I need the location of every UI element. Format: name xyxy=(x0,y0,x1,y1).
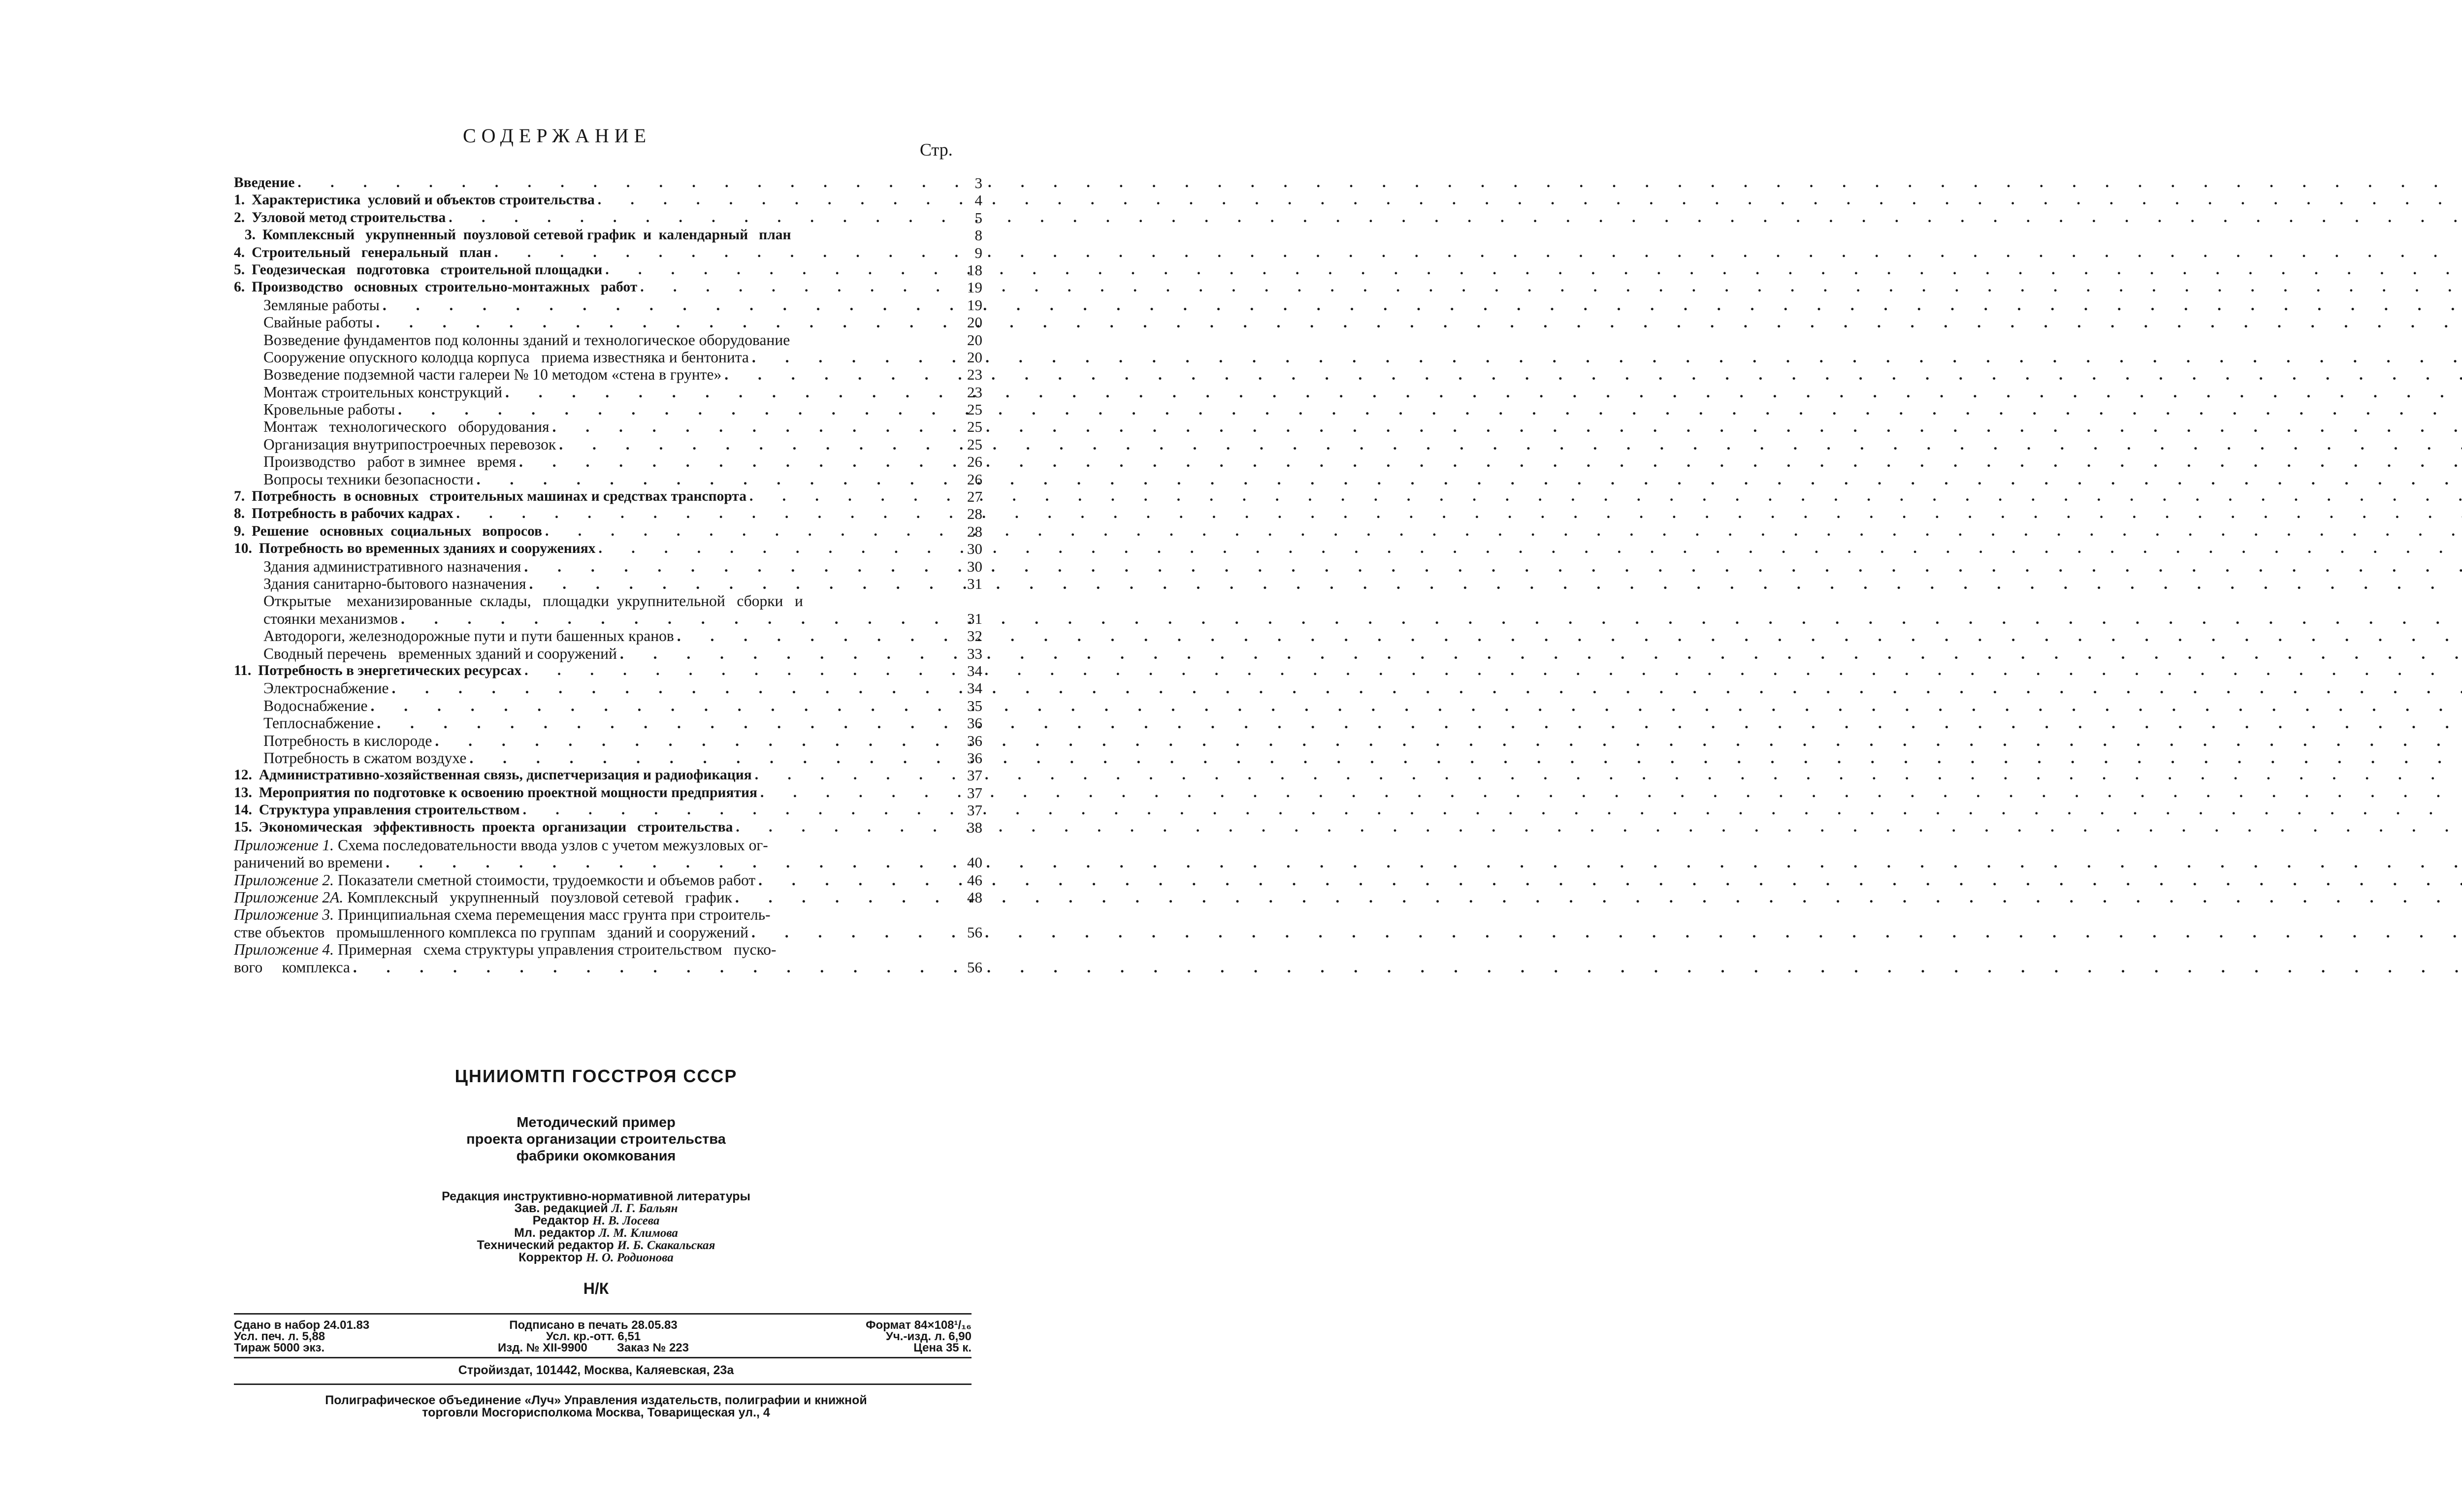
toc-entry xyxy=(234,924,982,941)
imprint-column-center xyxy=(465,1319,721,1353)
toc-dot-leader xyxy=(749,488,935,505)
toc-dot-leader xyxy=(724,366,935,383)
toc-entry-page: 5 xyxy=(974,209,982,226)
toc-entry-number: 5. xyxy=(234,261,245,278)
toc-entry-text xyxy=(234,279,982,296)
toc-entry-label: Здания административного назначения xyxy=(263,557,521,575)
toc-entry xyxy=(234,575,982,592)
toc-entry-text xyxy=(263,558,982,575)
toc-entry-page: 27 xyxy=(967,488,982,506)
toc-dot-leader xyxy=(529,575,935,592)
toc-entry-label: Кровельные работы xyxy=(263,401,395,418)
toc-entry-page: 46 xyxy=(967,871,982,889)
toc-entry-label: Возведение подземной части галереи № 10 методом «стена в грунте» xyxy=(263,366,722,384)
toc-entry-text xyxy=(234,226,982,244)
toc-entry xyxy=(234,592,982,610)
imprint-line: Цена 35 к. xyxy=(913,1341,972,1354)
toc-dot-leader xyxy=(297,174,935,192)
book-title-line: фабрики окомкования xyxy=(516,1148,676,1164)
imprint-top-rule xyxy=(234,1313,972,1315)
credit-name: Л. Г. Бальян xyxy=(611,1202,678,1215)
toc-entry-page: 31 xyxy=(967,610,982,627)
toc-entry-label: Потребность в сжатом воздухе xyxy=(263,749,467,767)
toc-dot-leader xyxy=(519,453,935,470)
toc-entry-label: Производство основных строительно-монтажных работ xyxy=(252,279,638,295)
toc-entry xyxy=(234,401,982,418)
toc-entry-page: 30 xyxy=(967,540,982,558)
toc-entry-text xyxy=(234,889,982,906)
toc-entry xyxy=(234,331,982,349)
toc-entry-text xyxy=(234,662,982,679)
toc-entry xyxy=(234,209,982,226)
toc-entry xyxy=(234,627,982,644)
toc-dot-leader xyxy=(751,924,935,941)
toc-entry-text xyxy=(263,349,982,366)
toc-entry-page: 33 xyxy=(967,644,982,662)
toc-entry-label: Структура управления строительством xyxy=(259,802,520,818)
toc-entry-page: 18 xyxy=(967,261,982,279)
toc-entry-text xyxy=(234,523,982,540)
toc-entry-number: 8. xyxy=(234,506,245,522)
credit-name: Н. О. Родионова xyxy=(586,1251,674,1264)
imprint-line: Усл. кр.-отт. 6,51 xyxy=(546,1330,641,1343)
toc-entry-label: Водоснабжение xyxy=(263,697,368,714)
toc-entry xyxy=(234,471,982,488)
toc-entry-text xyxy=(234,540,982,557)
toc-entry-text xyxy=(234,174,982,192)
toc-entry xyxy=(234,384,982,401)
credit-name: Н. В. Лосева xyxy=(592,1214,660,1227)
toc-entry xyxy=(234,436,982,453)
toc-entry xyxy=(234,819,982,836)
toc-dot-leader xyxy=(401,610,935,627)
imprint-line: Усл. печ. л. 5,88 xyxy=(234,1330,325,1343)
credit-line xyxy=(0,1202,1192,1215)
toc-entry xyxy=(234,226,982,244)
table-of-contents xyxy=(234,174,982,976)
toc-entry-label: Мероприятия по подготовке к освоению проектной мощности предприятия xyxy=(259,784,757,801)
toc-entry-label xyxy=(234,871,755,889)
toc-entry-label: Сводный перечень временных зданий и сооружений xyxy=(263,644,617,662)
toc-entry-label: Здания санитарно-бытового назначения xyxy=(263,575,526,592)
document-page xyxy=(0,0,1192,1512)
imprint-line: Тираж 5000 экз. xyxy=(234,1341,325,1354)
toc-entry-text xyxy=(234,209,982,226)
toc-entry-text xyxy=(263,453,982,470)
toc-entry-label: Электроснабжение xyxy=(263,679,389,697)
toc-entry-text xyxy=(263,679,982,697)
imprint-line: Формат 84×108¹/₁₆ xyxy=(866,1319,972,1332)
nk-mark: Н/К xyxy=(583,1280,609,1297)
toc-entry-text xyxy=(263,366,982,383)
credit-name: Л. М. Климова xyxy=(598,1226,678,1240)
toc-entry-text xyxy=(263,471,982,488)
toc-entry-text xyxy=(234,505,982,522)
toc-appendix-lead: Приложение 3. xyxy=(234,906,334,924)
toc-entry-text xyxy=(234,767,982,784)
toc-entry-number: 6. xyxy=(234,279,245,295)
toc-entry-number: 4. xyxy=(234,244,245,260)
toc-entry-label xyxy=(234,906,771,923)
toc-entry-page: 34 xyxy=(967,662,982,679)
toc-entry-text xyxy=(263,592,982,610)
toc-entry-label: Характеристика условий и объектов строительства xyxy=(252,192,595,208)
toc-entry xyxy=(234,349,982,366)
toc-entry-page: 25 xyxy=(967,401,982,418)
toc-dot-leader xyxy=(494,244,935,261)
toc-entry-label: Геодезическая подготовка строительной площадки xyxy=(252,261,603,278)
toc-entry-label: Сооружение опускного колодца корпуса приема известняка и бентонита xyxy=(263,348,749,366)
toc-entry-page: 23 xyxy=(967,383,982,401)
toc-entry-page: 34 xyxy=(967,679,982,697)
toc-entry xyxy=(234,836,982,854)
toc-dot-leader xyxy=(469,749,935,767)
toc-entry-text xyxy=(234,802,982,819)
toc-entry xyxy=(234,714,982,732)
toc-entry-page: 32 xyxy=(967,627,982,645)
toc-dot-leader xyxy=(392,679,936,697)
toc-entry-page: 56 xyxy=(967,923,982,941)
toc-entry-text xyxy=(234,959,982,976)
credit-role: Мл. редактор xyxy=(514,1226,595,1240)
toc-entry-page: 36 xyxy=(967,749,982,767)
toc-dot-leader xyxy=(758,871,935,889)
toc-entry xyxy=(234,488,982,505)
toc-entry xyxy=(234,959,982,976)
credit-role: Технический редактор xyxy=(477,1238,614,1252)
toc-entry-text xyxy=(234,924,982,941)
toc-entry-label: Автодороги, железнодорожные пути и пути башенных кранов xyxy=(263,627,674,645)
toc-dot-leader xyxy=(598,540,935,557)
toc-entry-label: Потребность в энергетических ресурсах xyxy=(258,662,522,678)
toc-entry-page: 19 xyxy=(967,279,982,296)
toc-entry xyxy=(234,697,982,714)
toc-entry-page: 35 xyxy=(967,697,982,714)
toc-entry-text xyxy=(234,941,982,958)
imprint-line: Сдано в набор 24.01.83 xyxy=(234,1319,370,1332)
toc-entry xyxy=(234,941,982,958)
toc-entry xyxy=(234,279,982,296)
toc-dot-leader xyxy=(524,558,935,575)
toc-dot-leader xyxy=(386,854,935,871)
toc-entry-label xyxy=(234,889,732,906)
toc-dot-leader xyxy=(505,384,935,401)
toc-entry-page: 36 xyxy=(967,714,982,732)
credit-role: Корректор xyxy=(518,1251,583,1264)
toc-entry-page: 31 xyxy=(967,575,982,592)
toc-entry-number: 10. xyxy=(234,541,252,557)
toc-dot-leader xyxy=(598,192,935,209)
organization-name: ЦНИИОМТП ГОССТРОЯ СССР xyxy=(454,1066,738,1086)
toc-entry xyxy=(234,418,982,435)
toc-entry xyxy=(234,854,982,871)
credit-line xyxy=(0,1215,1192,1227)
toc-entry xyxy=(234,523,982,540)
toc-entry-text xyxy=(263,732,982,749)
toc-dot-leader xyxy=(620,645,935,662)
toc-entry-text xyxy=(234,854,982,871)
toc-entry-text xyxy=(263,331,982,349)
toc-entry-page: 19 xyxy=(967,296,982,314)
toc-entry-label-text: Комплексный укрупненный поузловой сетевой график xyxy=(347,889,732,906)
toc-entry-text xyxy=(263,610,982,627)
toc-entry-page: 36 xyxy=(967,732,982,749)
imprint-middle-rule xyxy=(234,1357,972,1358)
book-title-line: Методический пример xyxy=(517,1115,676,1130)
toc-entry-label: Административно-хозяйственная связь, диспетчеризация и радиофикация xyxy=(259,767,752,783)
toc-dot-leader xyxy=(640,279,935,296)
toc-entry-label-text: Схема последовательности ввода узлов с учетом межузловых ог- xyxy=(337,836,768,854)
toc-entry-page: 20 xyxy=(967,331,982,349)
toc-entry-label: Земляные работы xyxy=(263,296,380,314)
toc-dot-leader xyxy=(456,505,935,522)
toc-entry-text xyxy=(263,697,982,714)
toc-entry xyxy=(234,662,982,679)
toc-dot-leader xyxy=(735,889,935,906)
toc-entry-number: 12. xyxy=(234,767,252,783)
toc-entry-page: 25 xyxy=(967,418,982,436)
toc-dot-leader xyxy=(755,767,935,784)
toc-entry-page: 4 xyxy=(974,192,982,209)
imprint-bottom-rule xyxy=(234,1383,972,1385)
toc-entry-page: 28 xyxy=(967,505,982,523)
toc-entry xyxy=(234,314,982,331)
toc-entry xyxy=(234,645,982,662)
toc-appendix-lead: Приложение 2. xyxy=(234,871,334,889)
toc-dot-leader xyxy=(383,296,935,314)
toc-entry-number: 13. xyxy=(234,784,252,801)
toc-entry-label: стве объектов промышленного комплекса по группам зданий и сооружений xyxy=(234,923,749,941)
imprint-column-left xyxy=(234,1319,369,1353)
toc-dot-leader xyxy=(477,471,935,488)
credit-role: Зав. редакцией xyxy=(514,1201,608,1215)
toc-dot-leader xyxy=(605,261,935,279)
toc-entry xyxy=(234,453,982,470)
imprint-column-right xyxy=(866,1319,972,1353)
toc-dot-leader xyxy=(545,523,935,540)
toc-entry-number: 9. xyxy=(234,523,245,539)
toc-entry-label: Потребность в основных строительных машинах и средствах транспорта xyxy=(252,488,746,505)
toc-entry-label xyxy=(234,836,768,854)
toc-entry-page: 28 xyxy=(967,522,982,540)
toc-dot-leader xyxy=(371,697,935,714)
toc-entry xyxy=(234,505,982,522)
toc-entry-text xyxy=(263,749,982,767)
toc-appendix-lead: Приложение 1. xyxy=(234,836,334,854)
toc-entry-number: 14. xyxy=(234,802,252,818)
toc-entry xyxy=(234,732,982,749)
toc-entry-page: 56 xyxy=(967,958,982,976)
toc-entry-label: Монтаж технологического оборудования xyxy=(263,418,550,436)
toc-entry-text xyxy=(263,384,982,401)
toc-appendix-lead: Приложение 2А. xyxy=(234,889,344,906)
toc-dot-leader xyxy=(677,627,935,644)
editorial-credits xyxy=(0,1190,1192,1264)
credit-line xyxy=(0,1252,1192,1264)
toc-entry-label: стоянки механизмов xyxy=(263,610,398,627)
toc-entry-label: Строительный генеральный план xyxy=(252,244,492,260)
toc-entry-label: раничений во времени xyxy=(234,854,383,871)
toc-entry-label: Открытые механизированные склады, площадки укрупнительной сборки и xyxy=(263,592,803,610)
toc-entry-number: 2. xyxy=(234,209,245,225)
toc-page-column-header: Стр. xyxy=(920,140,953,160)
imprint-line: Подписано в печать 28.05.83 xyxy=(509,1319,678,1332)
toc-entry-page: 38 xyxy=(967,819,982,836)
toc-entry-label: Узловой метод строительства xyxy=(252,209,446,225)
toc-entry-label: Введение xyxy=(234,175,295,191)
publisher-address: Стройиздат, 101442, Москва, Каляевская, 23а xyxy=(458,1363,734,1377)
toc-entry-text xyxy=(263,296,982,314)
toc-entry xyxy=(234,558,982,575)
toc-entry xyxy=(234,784,982,802)
toc-entry-text xyxy=(234,261,982,279)
toc-entry-page: 3 xyxy=(974,174,982,192)
toc-entry-label xyxy=(234,941,777,958)
toc-entry-text xyxy=(263,314,982,331)
toc-entry-page: 23 xyxy=(967,366,982,384)
credit-role: Редактор xyxy=(532,1214,589,1227)
toc-entry-number: 7. xyxy=(234,488,245,505)
toc-dot-leader xyxy=(524,662,935,679)
toc-entry-page: 9 xyxy=(974,244,982,261)
toc-entry-label: Свайные работы xyxy=(263,314,373,331)
toc-entry-label: Решение основных социальных вопросов xyxy=(252,523,542,539)
toc-entry-text xyxy=(263,645,982,662)
toc-entry xyxy=(234,802,982,819)
toc-entry-text xyxy=(234,192,982,209)
toc-entry-page: 40 xyxy=(967,854,982,871)
toc-entry-text xyxy=(234,871,982,889)
toc-entry-label: Комплексный укрупненный поузловой сетевой график и календарный план xyxy=(262,227,791,243)
toc-entry-number: 15. xyxy=(234,819,252,836)
toc-entry-label: Экономическая эффективность проекта организации строительства xyxy=(259,819,733,836)
toc-entry-label-text: Показатели сметной стоимости, трудоемкости и объемов работ xyxy=(337,871,756,889)
credit-role: Редакция инструктивно-нормативной литературы xyxy=(442,1190,750,1203)
toc-entry-label: Вопросы техники безопасности xyxy=(263,470,474,488)
toc-entry-label-text: Примерная схема структуры управления строительством пуско- xyxy=(337,941,777,959)
toc-dot-leader xyxy=(377,714,935,732)
toc-entry-label-text: Принципиальная схема перемещения масс грунта при строитель- xyxy=(337,906,771,924)
toc-entry-page: 20 xyxy=(967,314,982,331)
toc-dot-leader xyxy=(376,314,935,331)
toc-dot-leader xyxy=(736,819,935,836)
toc-entry-text xyxy=(263,401,982,418)
toc-dot-leader xyxy=(552,418,935,435)
credit-name: И. Б. Скакальская xyxy=(617,1239,715,1252)
printer-info xyxy=(0,1394,1192,1419)
toc-entry-label: Теплоснабжение xyxy=(263,714,374,732)
toc-dot-leader xyxy=(353,959,935,976)
toc-entry-label: Производство работ в зимнее время xyxy=(263,453,517,471)
toc-entry xyxy=(234,749,982,767)
toc-entry xyxy=(234,296,982,314)
toc-entry-number: 1. xyxy=(234,192,245,208)
toc-entry-text xyxy=(263,436,982,453)
toc-entry-text xyxy=(234,906,982,923)
toc-entry-text xyxy=(234,488,982,505)
toc-entry-text xyxy=(263,627,982,644)
toc-entry xyxy=(234,366,982,383)
book-title xyxy=(0,1114,1192,1164)
toc-appendix-lead: Приложение 4. xyxy=(234,941,334,959)
toc-entry-page: 8 xyxy=(974,226,982,244)
toc-entry-label: Монтаж строительных конструкций xyxy=(263,383,502,401)
imprint-line: Уч.-изд. л. 6,90 xyxy=(885,1330,972,1343)
toc-entry-page: 26 xyxy=(967,453,982,471)
toc-entry xyxy=(234,871,982,889)
toc-dot-leader xyxy=(760,784,935,802)
toc-entry-text xyxy=(234,244,982,261)
toc-entry xyxy=(234,889,982,906)
toc-entry-page: 37 xyxy=(967,784,982,802)
toc-entry-page: 37 xyxy=(967,767,982,784)
toc-entry-page: 25 xyxy=(967,435,982,453)
toc-entry xyxy=(234,906,982,923)
toc-dot-leader xyxy=(752,349,935,366)
toc-entry-page: 26 xyxy=(967,470,982,488)
book-title-line: проекта организации строительства xyxy=(466,1131,726,1147)
toc-entry-page: 37 xyxy=(967,802,982,819)
credit-line xyxy=(0,1227,1192,1239)
toc-dot-leader xyxy=(523,802,935,819)
printer-line: Полиграфическое объединение «Луч» Управления издательств, полиграфии и книжной xyxy=(325,1393,867,1407)
toc-dot-leader xyxy=(559,436,935,453)
toc-entry-text xyxy=(234,819,982,836)
toc-entry xyxy=(234,610,982,627)
toc-entry-page: 20 xyxy=(967,348,982,366)
toc-entry xyxy=(234,192,982,209)
toc-title: СОДЕРЖАНИЕ xyxy=(463,125,652,147)
toc-entry-text xyxy=(234,784,982,802)
toc-entry-number: 3. xyxy=(244,227,256,243)
toc-dot-leader xyxy=(449,209,935,226)
imprint-line: Изд. № XII-9900 Заказ № 223 xyxy=(497,1341,689,1354)
toc-entry-number: 11. xyxy=(234,662,252,678)
credit-line xyxy=(0,1190,1192,1202)
toc-entry xyxy=(234,261,982,279)
toc-entry xyxy=(234,679,982,697)
toc-entry-text xyxy=(263,575,982,592)
toc-entry-label: Возведение фундаментов под колонны зданий и технологическое оборудование xyxy=(263,331,790,349)
toc-entry xyxy=(234,174,982,192)
toc-entry-text xyxy=(263,714,982,732)
toc-entry-page: 30 xyxy=(967,557,982,575)
toc-entry-label: Организация внутрипостроечных перевозок xyxy=(263,435,556,453)
toc-entry xyxy=(234,540,982,557)
credit-line xyxy=(0,1239,1192,1252)
toc-entry-label: Потребность во временных зданиях и сооружениях xyxy=(259,541,596,557)
printer-line: торговли Мосгорисполкома Москва, Товарищеская ул., 4 xyxy=(422,1406,770,1419)
toc-dot-leader xyxy=(398,401,935,418)
toc-entry-label: Потребность в рабочих кадрах xyxy=(252,506,454,522)
toc-entry-text xyxy=(234,836,982,854)
toc-dot-leader xyxy=(435,732,935,749)
toc-entry-label: Потребность в кислороде xyxy=(263,732,432,749)
toc-entry xyxy=(234,767,982,784)
toc-entry xyxy=(234,244,982,261)
toc-entry-page: 48 xyxy=(967,889,982,906)
toc-entry-label: вого комплекса xyxy=(234,958,350,976)
toc-entry-text xyxy=(263,418,982,435)
